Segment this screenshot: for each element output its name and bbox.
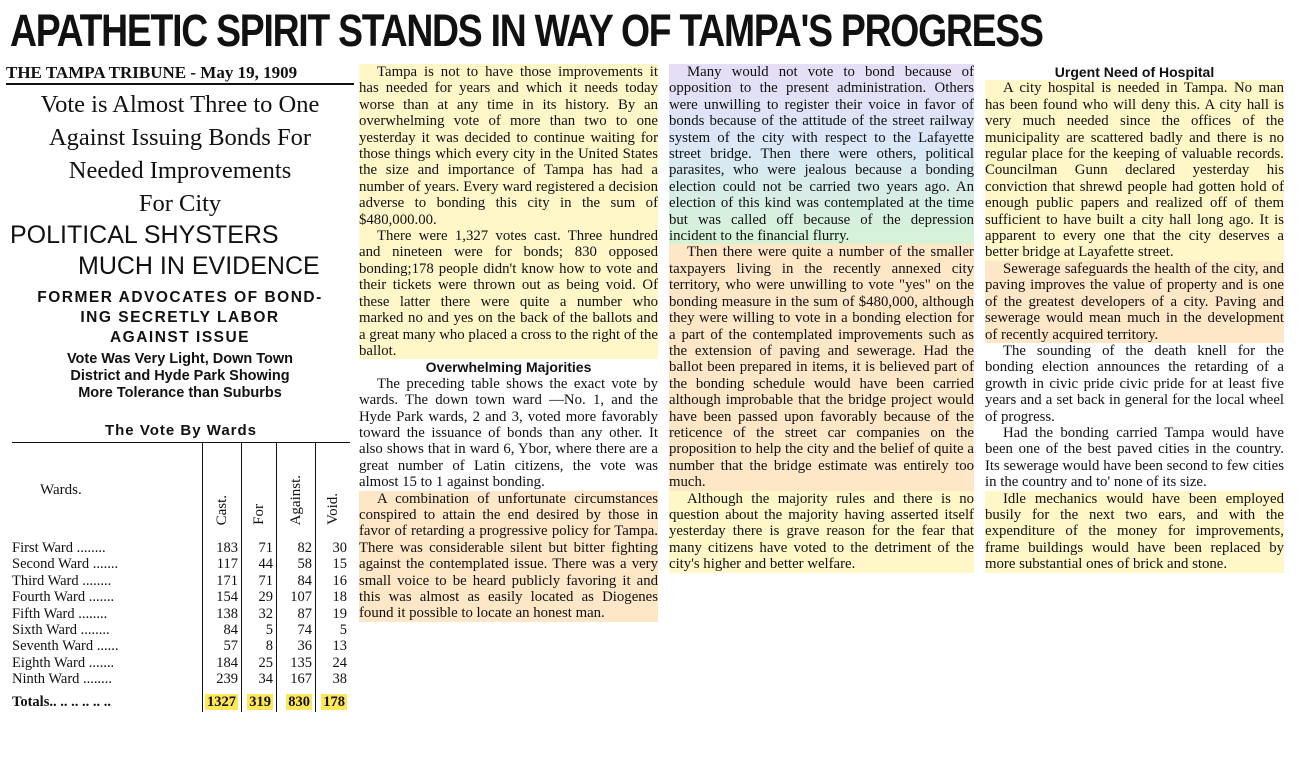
subheading: Overwhelming Majorities	[425, 359, 592, 376]
col-header-against: Against.	[277, 443, 316, 538]
article-paragraph: The preceding table shows the exact vote by wards. The down town ward —No. 1, and the Hyde Park wards, 2 and 3, voted more favorably toward the issuance of bonds than any other. It also shows that in ward 6, Ybor, where there are a great number of Latin citizens, the vote was almost 15 to 1 against bonding.	[359, 375, 658, 491]
article-paragraph: Tampa is not to have those improvements it has needed for years and which it needs today worse than at any time in its history. By an overwhelming vote of more than two to one yesterday it was decided to continue waiting for those things which every city in the United States the size and importance of Tampa has had a number of years. Every ward registered a decision adverse to bonding this city in the sum of $480,000.00.	[359, 64, 658, 228]
article-paragraph: Had the bonding carried Tampa would have been one of the best paved cities in the country. Its sewerage would have been second to few cities in the country and to' none of its size.	[985, 424, 1284, 491]
subheading: Urgent Need of Hospital	[1054, 64, 1215, 80]
deck-line: Needed Improvements	[68, 157, 292, 184]
table-row: Fourth Ward ....... 154 29 107 18	[12, 589, 350, 605]
deck-line: Against Issuing Bonds For	[48, 124, 312, 151]
table-row: Seventh Ward ...... 57 8 36 13	[12, 638, 350, 654]
table-row: Fifth Ward ........ 138 32 87 19	[12, 606, 350, 622]
col-header-for: For	[242, 443, 277, 538]
total-void: 178	[323, 693, 345, 710]
article-paragraph: A combination of unfortunate circumstances conspired to attain the end desired by those in favor of retarding a progressive policy for Tampa. There was considerable silent but bitter fighting against the contemplated issue. There was a very small voice to be heard publicly favoring it and this was almost as easily located as Diogenes found it possible to locate an honest man.	[359, 490, 658, 622]
deck-line: Vote Was Very Light, Down Town	[66, 351, 294, 367]
table-title: The Vote By Wards	[12, 420, 350, 443]
article-paragraph: Many would not vote to bond because of opposition to the present administration. Others were unwilling to register their voice in favor of bonds because of the attitude of the street railway system of the city with respect to the Lafayette street bridge. Then there were others, political parasites, who were jealous because a bonding election could not be carried two years ago. An election of this kind was contemplated at the time but was called off because of the depression incident to the financial flurry.	[669, 64, 974, 245]
table-row: Third Ward ........ 171 71 84 16	[12, 573, 350, 589]
col-header-cast: Cast.	[203, 443, 242, 538]
table-row: Eighth Ward ....... 184 25 135 24	[12, 655, 350, 671]
deck-line: District and Hyde Park Showing	[70, 368, 290, 384]
article-paragraph: A city hospital is needed in Tampa. No man has been found who will deny this. A city hall is very much needed since the offices of the municipality are scattered badly and there is no regular place for the keeping of valuable records. Councilman Gunn declared yesterday his conviction that shrewd people had gotten hold of enough public papers and realized off of them sufficient to have built a city hall long ago. It is apparent to every one that the city deserves a better bridge at Layafette street.	[985, 80, 1284, 261]
deck-line: FORMER ADVOCATES OF BOND-	[37, 289, 323, 306]
deck-line: AGAINST ISSUE	[109, 329, 251, 346]
deck-line: Vote is Almost Three to One	[40, 91, 320, 118]
vote-table	[12, 420, 350, 712]
article-paragraph: Then there were quite a number of the smaller taxpayers living in the recently annexed city territory, who were unwilling to vote "yes" on the bonding measure in the sum of $480,000, although they were willing to vote in a bonding election for a part of the contemplated improvements such as the extension of paving and sewerage. Had the ballot been prepared in items, it is believed part of the bonding schedule would have been carried although improbable that the bridge project would have been passed upon favorably because of the reticence of the street car companies on the proposition to help the city and the belief of quite a number that the bridge estimate was entirely too much.	[669, 244, 974, 491]
deck	[6, 88, 354, 402]
totals-row: Totals.. .. .. .. .. .. 1327 319 830 178	[12, 688, 350, 712]
table-row: Ninth Ward ........ 239 34 167 38	[12, 671, 350, 687]
article-column-3	[669, 64, 974, 573]
deck-line: MUCH IN EVIDENCE	[78, 252, 320, 280]
article-paragraph: The sounding of the death knell for the bonding election announces the retarding of a growth in civic pride civic pride for at least five years and a set back in general for the local wheel of progress.	[985, 342, 1284, 425]
col-header-wards: Wards.	[40, 482, 82, 498]
masthead: THE TAMPA TRIBUNE - May 19, 1909	[6, 64, 354, 85]
total-against: 830	[288, 693, 310, 710]
article-paragraph: Although the majority rules and there is no question about the majority having asserted itself yesterday there is grave reason for the fear that many citizens have voted to the detriment of the city's higher and better welfare.	[669, 490, 974, 573]
headline: APATHETIC SPIRIT STANDS IN WAY OF TAMPA'S PROGRESS	[10, 5, 1043, 56]
table-row: Sixth Ward ........ 84 5 74 5	[12, 622, 350, 638]
article-column-2	[359, 64, 658, 622]
total-cast: 1327	[207, 693, 236, 710]
article-column-4	[985, 64, 1284, 573]
article-paragraph: Sewerage safeguards the health of the city, and paving improves the value of property and is one of the greatest developers of a city. Paving and sewerage would mean much in the development of recently acquired territory.	[985, 260, 1284, 343]
deck-line: More Tolerance than Suburbs	[78, 385, 282, 401]
col-header-void: Void.	[316, 443, 351, 538]
article-paragraph: Idle mechanics would have been employed busily for the next two ears, and with the expenditure of the money for improvements, frame buildings would have been replaced by more substantial ones of brick and stone.	[985, 490, 1284, 573]
deck-line: ING SECRETLY LABOR	[80, 309, 280, 326]
total-for: 319	[249, 693, 271, 710]
article-paragraph: There were 1,327 votes cast. Three hundred and nineteen were for bonds; 830 opposed bonding;178 people didn't know how to vote and their tickets were thrown out as being void. Of these latter there were quite a number who marked no and yes on the back of the ballots and a great many who placed a cross to the right of the ballot.	[359, 228, 658, 359]
deck-line: For City	[138, 190, 222, 217]
deck-line: POLITICAL SHYSTERS	[10, 221, 279, 249]
table-row: Second Ward ....... 117 44 58 15	[12, 556, 350, 572]
table-row: First Ward ........ 183 71 82 30	[12, 538, 350, 556]
